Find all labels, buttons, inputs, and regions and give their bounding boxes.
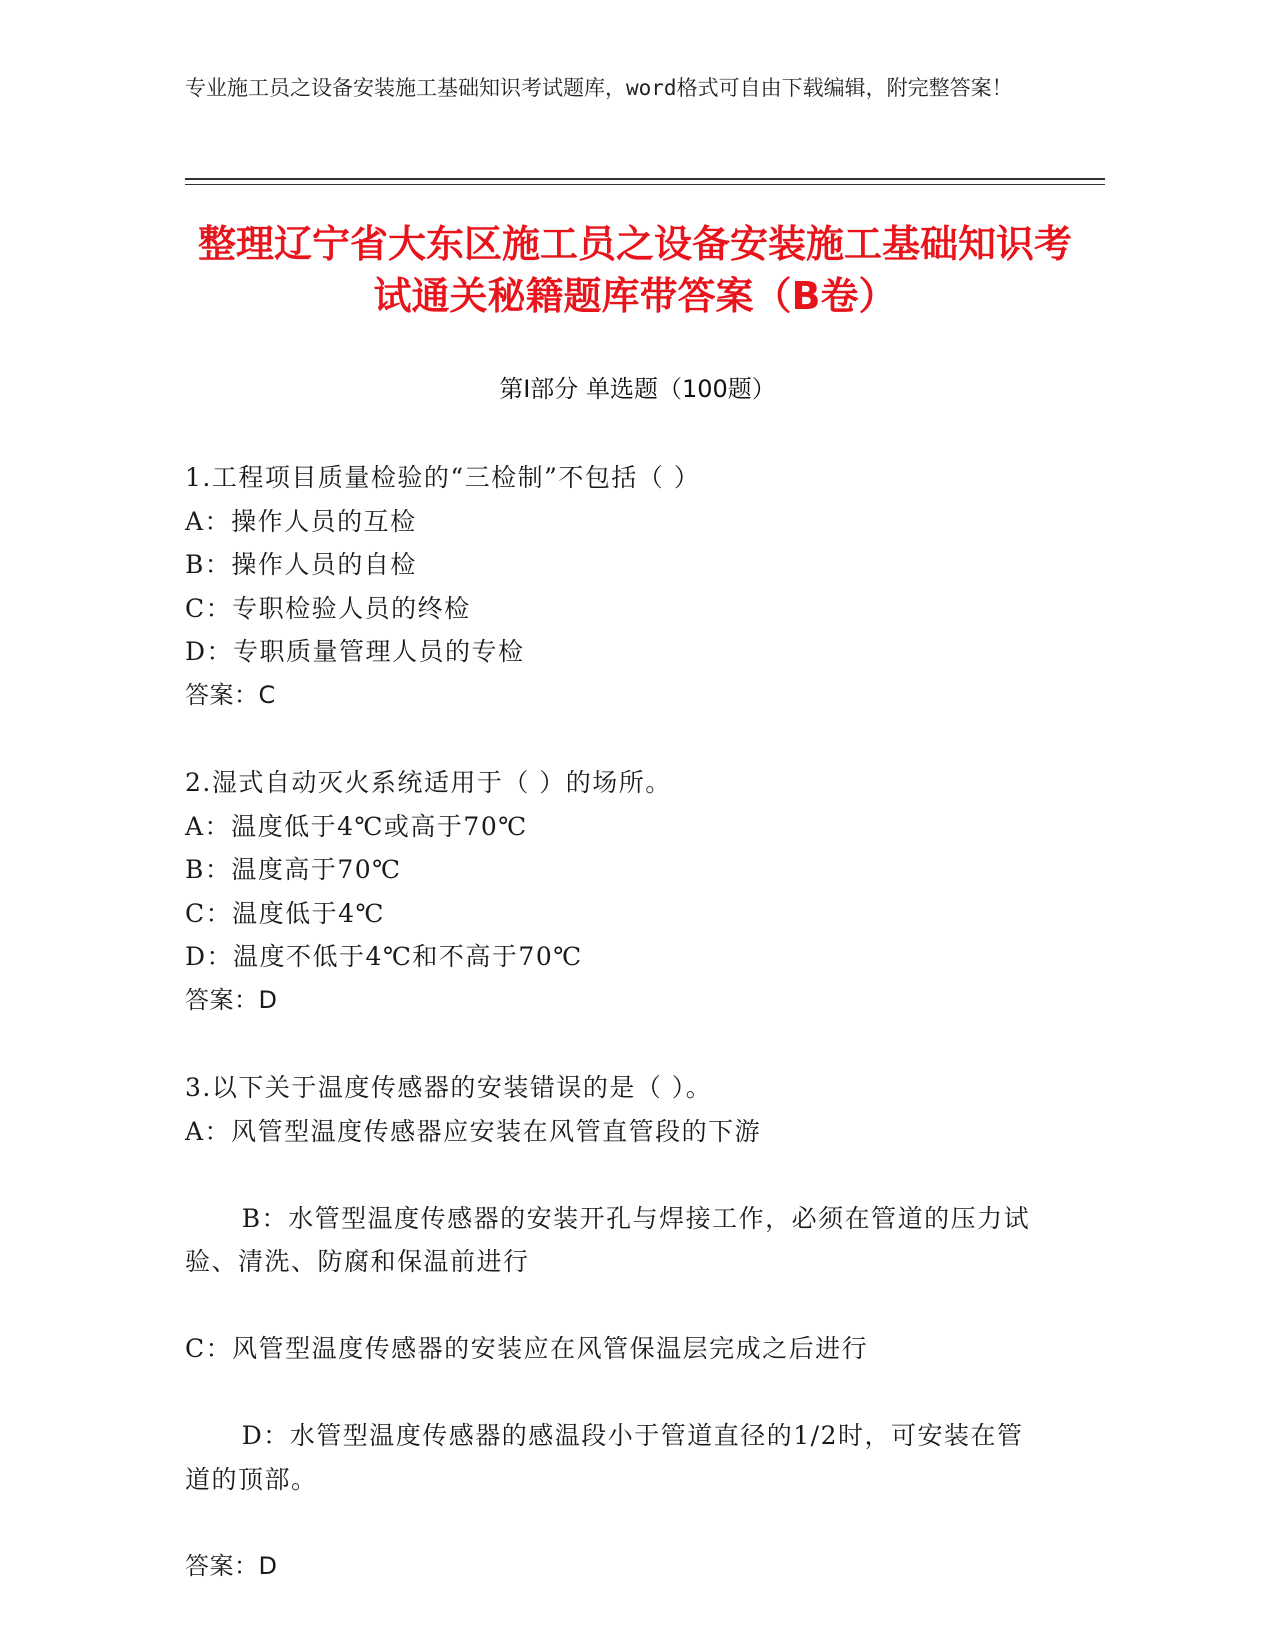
header-rule-thick — [185, 178, 1105, 180]
option-a — [185, 500, 1045, 544]
option-text: 水管型温度传感器的安装开孔与焊接工作，必须在管道的压力试验、清洗、防腐和保温前进行 — [185, 1203, 1031, 1276]
option-text: 操作人员的自检 — [231, 550, 417, 579]
option-letter: B： — [241, 1203, 289, 1233]
option-letter: C： — [185, 593, 233, 623]
header-note: 专业施工员之设备安装施工基础知识考试题库，word格式可自由下载编辑，附完整答案！ — [185, 76, 1013, 100]
option-letter: D： — [241, 1421, 290, 1450]
option-letter: C： — [185, 898, 233, 928]
option-text: 温度低于4℃或高于70℃ — [231, 811, 528, 841]
answer-line: 答案：D — [185, 985, 278, 1014]
option-letter: A： — [185, 1116, 232, 1146]
option-text: 温度低于4℃ — [232, 898, 386, 928]
option-b — [185, 848, 1045, 892]
question-3 — [185, 1066, 1045, 1588]
option-c — [185, 892, 1045, 936]
document-title: 整理辽宁省大东区施工员之设备安装施工基础知识考试通关秘籍题库带答案（B卷） — [197, 222, 1072, 318]
option-letter: D： — [185, 942, 234, 971]
option-text: 风管型温度传感器应安装在风管直管段的下游 — [231, 1116, 762, 1146]
question-stem: 3.以下关于温度传感器的安装错误的是（ ）。 — [185, 1073, 713, 1102]
option-d — [185, 935, 1045, 979]
option-text: 风管型温度传感器的安装应在风管保温层完成之后进行 — [232, 1334, 869, 1363]
question-2 — [185, 761, 1045, 1022]
answer-line: 答案：C — [185, 680, 276, 709]
option-c — [185, 587, 1045, 631]
option-d — [185, 630, 1045, 674]
option-letter: C： — [185, 1334, 233, 1363]
option-text: 温度不低于4℃和不高于70℃ — [233, 942, 583, 971]
question-stem: 1.工程项目质量检验的“三检制”不包括（ ） — [185, 463, 701, 492]
option-c — [185, 1327, 1045, 1371]
answer-line: 答案：D — [185, 1551, 278, 1580]
option-letter: A： — [185, 506, 232, 536]
header-rule-thin — [185, 184, 1105, 185]
option-b — [185, 1153, 1045, 1327]
option-d — [185, 1371, 1045, 1545]
question-stem: 2.湿式自动灭火系统适用于（ ）的场所。 — [185, 768, 672, 797]
option-letter: A： — [185, 811, 232, 841]
option-text: 温度高于70℃ — [231, 855, 402, 884]
option-letter: D： — [185, 637, 234, 666]
section-heading: 第Ⅰ部分 单选题（100题） — [499, 375, 776, 403]
option-text: 专职检验人员的终检 — [232, 593, 471, 623]
option-letter: B： — [185, 550, 232, 579]
question-list — [185, 456, 1045, 1632]
option-text: 水管型温度传感器的感温段小于管道直径的1/2时，可安装在管道的顶部。 — [185, 1421, 1024, 1494]
option-b — [185, 543, 1045, 587]
option-a — [185, 805, 1045, 849]
option-a — [185, 1110, 1045, 1154]
option-text: 操作人员的互检 — [231, 506, 417, 536]
option-text: 专职质量管理人员的专检 — [233, 637, 525, 666]
question-1 — [185, 456, 1045, 717]
option-letter: B： — [185, 855, 232, 884]
